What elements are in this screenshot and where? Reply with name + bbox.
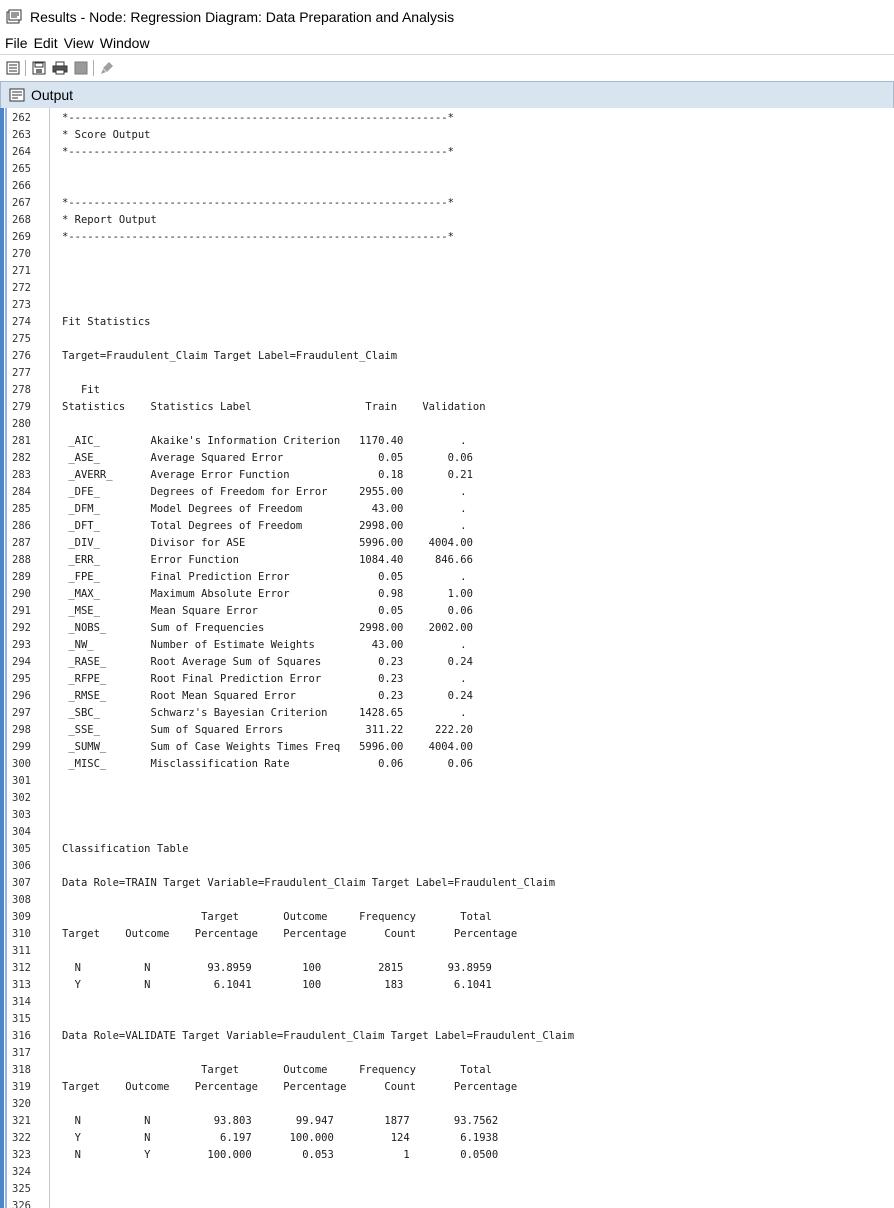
output-line <box>0 1147 894 1164</box>
line-number: 299 <box>12 741 31 753</box>
output-line <box>0 467 894 484</box>
line-number: 302 <box>12 792 31 804</box>
line-number: 279 <box>12 401 31 413</box>
line-number: 292 <box>12 622 31 634</box>
menu-window[interactable]: Window <box>99 35 150 51</box>
output-line <box>0 756 894 773</box>
output-line <box>0 960 894 977</box>
disabled-square-icon <box>73 60 89 76</box>
output-line <box>0 892 894 909</box>
line-text: * Score Output <box>62 129 151 141</box>
line-text: _RMSE_ Root Mean Squared Error 0.23 0.24 <box>62 690 473 702</box>
output-line <box>0 620 894 637</box>
line-text: _NW_ Number of Estimate Weights 43.00 . <box>62 639 467 651</box>
output-line <box>0 909 894 926</box>
output-line <box>0 450 894 467</box>
line-number: 318 <box>12 1064 31 1076</box>
panel-title: Output <box>31 87 74 103</box>
line-text: Target Outcome Frequency Total <box>62 911 492 923</box>
line-number: 306 <box>12 860 31 872</box>
output-text-area[interactable] <box>0 108 894 1208</box>
line-number: 324 <box>12 1166 31 1178</box>
menu-bar <box>0 33 894 53</box>
line-number: 322 <box>12 1132 31 1144</box>
line-text: _RFPE_ Root Final Prediction Error 0.23 . <box>62 673 467 685</box>
output-line <box>0 416 894 433</box>
output-line <box>0 127 894 144</box>
disabled-brush-icon <box>99 60 115 76</box>
line-text: _ASE_ Average Squared Error 0.05 0.06 <box>62 452 473 464</box>
line-text: _RASE_ Root Average Sum of Squares 0.23 0.24 <box>62 656 473 668</box>
line-number: 283 <box>12 469 31 481</box>
output-line <box>0 535 894 552</box>
output-line <box>0 841 894 858</box>
output-line <box>0 1079 894 1096</box>
output-line <box>0 688 894 705</box>
line-text: Target=Fraudulent_Claim Target Label=Fraudulent_Claim <box>62 350 398 362</box>
line-number: 280 <box>12 418 31 430</box>
output-line <box>0 314 894 331</box>
line-number: 278 <box>12 384 31 396</box>
line-text: N N 93.803 99.947 1877 93.7562 <box>62 1115 499 1127</box>
output-line <box>0 161 894 178</box>
output-line <box>0 433 894 450</box>
line-text: Classification Table <box>62 843 189 855</box>
menu-file[interactable]: File <box>5 35 28 51</box>
line-number: 325 <box>12 1183 31 1195</box>
line-text: _SUMW_ Sum of Case Weights Times Freq 5996.00 4004.00 <box>62 741 473 753</box>
output-line <box>0 943 894 960</box>
output-line <box>0 552 894 569</box>
output-line <box>0 586 894 603</box>
output-line <box>0 1181 894 1198</box>
output-line <box>0 1045 894 1062</box>
line-number: 276 <box>12 350 31 362</box>
line-number: 291 <box>12 605 31 617</box>
output-line <box>0 331 894 348</box>
line-text: _MAX_ Maximum Absolute Error 0.98 1.00 <box>62 588 473 600</box>
line-number: 282 <box>12 452 31 464</box>
line-number: 305 <box>12 843 31 855</box>
toolbar <box>0 54 894 82</box>
line-number: 266 <box>12 180 31 192</box>
line-number: 269 <box>12 231 31 243</box>
line-text: _ERR_ Error Function 1084.40 846.66 <box>62 554 473 566</box>
line-number: 323 <box>12 1149 31 1161</box>
output-line <box>0 773 894 790</box>
line-text: Data Role=VALIDATE Target Variable=Fraudulent_Claim Target Label=Fraudulent_Claim <box>62 1030 575 1042</box>
output-line <box>0 280 894 297</box>
line-number: 319 <box>12 1081 31 1093</box>
output-line <box>0 569 894 586</box>
line-number: 284 <box>12 486 31 498</box>
toolbar-separator <box>25 60 26 76</box>
output-line <box>0 722 894 739</box>
line-number: 298 <box>12 724 31 736</box>
line-number: 281 <box>12 435 31 447</box>
output-line <box>0 790 894 807</box>
output-line <box>0 926 894 943</box>
line-text: _SSE_ Sum of Squared Errors 311.22 222.20 <box>62 724 473 736</box>
line-number: 290 <box>12 588 31 600</box>
line-number: 314 <box>12 996 31 1008</box>
output-panel-icon <box>9 87 25 103</box>
line-number: 307 <box>12 877 31 889</box>
output-line <box>0 195 894 212</box>
output-line <box>0 297 894 314</box>
line-number: 288 <box>12 554 31 566</box>
line-text: Fit <box>62 384 100 396</box>
output-line <box>0 399 894 416</box>
output-line <box>0 637 894 654</box>
output-line <box>0 994 894 1011</box>
line-text: Y N 6.1041 100 183 6.1041 <box>62 979 492 991</box>
line-number: 293 <box>12 639 31 651</box>
line-number: 304 <box>12 826 31 838</box>
line-number: 289 <box>12 571 31 583</box>
line-text: *------------------------------------------------------------* <box>62 231 454 243</box>
line-number: 267 <box>12 197 31 209</box>
menu-view[interactable]: View <box>63 35 94 51</box>
line-text: Fit Statistics <box>62 316 151 328</box>
line-text: *------------------------------------------------------------* <box>62 197 454 209</box>
line-number: 262 <box>12 112 31 124</box>
line-text: _AVERR_ Average Error Function 0.18 0.21 <box>62 469 473 481</box>
line-number: 294 <box>12 656 31 668</box>
line-text: _FPE_ Final Prediction Error 0.05 . <box>62 571 467 583</box>
output-line <box>0 382 894 399</box>
window-title: Results - Node: Regression Diagram: Data Preparation and Analysis <box>30 8 455 25</box>
print-icon[interactable] <box>52 60 68 76</box>
line-number: 308 <box>12 894 31 906</box>
line-number: 326 <box>12 1200 31 1208</box>
line-text: _DFM_ Model Degrees of Freedom 43.00 . <box>62 503 467 515</box>
output-panel-header <box>0 81 894 109</box>
line-number: 277 <box>12 367 31 379</box>
output-line <box>0 484 894 501</box>
line-text: _DFE_ Degrees of Freedom for Error 2955.00 . <box>62 486 467 498</box>
output-line <box>0 1164 894 1181</box>
line-number: 309 <box>12 911 31 923</box>
output-line <box>0 671 894 688</box>
line-number: 315 <box>12 1013 31 1025</box>
output-line <box>0 1028 894 1045</box>
line-number: 270 <box>12 248 31 260</box>
line-number: 320 <box>12 1098 31 1110</box>
line-number: 297 <box>12 707 31 719</box>
output-line <box>0 977 894 994</box>
output-line <box>0 246 894 263</box>
line-number: 265 <box>12 163 31 175</box>
output-line <box>0 365 894 382</box>
line-text: *------------------------------------------------------------* <box>62 146 454 158</box>
toolbar-separator <box>93 60 94 76</box>
output-line <box>0 1198 894 1208</box>
output-line <box>0 144 894 161</box>
line-text: _DFT_ Total Degrees of Freedom 2998.00 . <box>62 520 467 532</box>
output-line <box>0 1096 894 1113</box>
line-text: Statistics Statistics Label Train Validation <box>62 401 486 413</box>
line-number: 272 <box>12 282 31 294</box>
line-text: * Report Output <box>62 214 157 226</box>
line-text: Y N 6.197 100.000 124 6.1938 <box>62 1132 499 1144</box>
output-line <box>0 807 894 824</box>
line-text: _NOBS_ Sum of Frequencies 2998.00 2002.00 <box>62 622 473 634</box>
output-line <box>0 603 894 620</box>
line-number: 296 <box>12 690 31 702</box>
line-number: 313 <box>12 979 31 991</box>
output-line <box>0 739 894 756</box>
line-number: 273 <box>12 299 31 311</box>
output-line <box>0 518 894 535</box>
output-lines <box>0 110 894 1208</box>
output-line <box>0 229 894 246</box>
line-text: Target Outcome Percentage Percentage Count Percentage <box>62 928 518 940</box>
output-line <box>0 263 894 280</box>
line-text: _SBC_ Schwarz's Bayesian Criterion 1428.65 . <box>62 707 467 719</box>
output-line <box>0 501 894 518</box>
output-line <box>0 858 894 875</box>
output-line <box>0 110 894 127</box>
line-number: 310 <box>12 928 31 940</box>
output-line <box>0 348 894 365</box>
results-window-icon[interactable] <box>6 9 22 25</box>
line-number: 317 <box>12 1047 31 1059</box>
line-text: Target Outcome Frequency Total <box>62 1064 492 1076</box>
line-number: 303 <box>12 809 31 821</box>
output-line <box>0 1011 894 1028</box>
line-text: N Y 100.000 0.053 1 0.0500 <box>62 1149 499 1161</box>
line-text: *------------------------------------------------------------* <box>62 112 454 124</box>
output-line <box>0 1062 894 1079</box>
output-line <box>0 654 894 671</box>
output-line <box>0 178 894 195</box>
line-number: 274 <box>12 316 31 328</box>
output-line <box>0 212 894 229</box>
line-text: _MSE_ Mean Square Error 0.05 0.06 <box>62 605 473 617</box>
line-number: 286 <box>12 520 31 532</box>
output-line <box>0 1130 894 1147</box>
line-text: N N 93.8959 100 2815 93.8959 <box>62 962 492 974</box>
line-number: 268 <box>12 214 31 226</box>
line-text: Data Role=TRAIN Target Variable=Fraudulent_Claim Target Label=Fraudulent_Claim <box>62 877 556 889</box>
line-text: _AIC_ Akaike's Information Criterion 1170.40 . <box>62 435 467 447</box>
title-bar <box>0 0 894 33</box>
line-number: 275 <box>12 333 31 345</box>
line-number: 301 <box>12 775 31 787</box>
line-number: 295 <box>12 673 31 685</box>
menu-edit[interactable]: Edit <box>33 35 58 51</box>
save-icon[interactable] <box>31 60 47 76</box>
line-number: 264 <box>12 146 31 158</box>
line-text: Target Outcome Percentage Percentage Count Percentage <box>62 1081 518 1093</box>
output-line <box>0 824 894 841</box>
line-text: _MISC_ Misclassification Rate 0.06 0.06 <box>62 758 473 770</box>
line-number: 316 <box>12 1030 31 1042</box>
line-number: 321 <box>12 1115 31 1127</box>
line-number: 287 <box>12 537 31 549</box>
output-line <box>0 705 894 722</box>
line-number: 263 <box>12 129 31 141</box>
line-number: 312 <box>12 962 31 974</box>
line-text: _DIV_ Divisor for ASE 5996.00 4004.00 <box>62 537 473 549</box>
line-number: 300 <box>12 758 31 770</box>
properties-icon[interactable] <box>5 60 21 76</box>
output-line <box>0 1113 894 1130</box>
line-number: 285 <box>12 503 31 515</box>
line-number: 271 <box>12 265 31 277</box>
output-line <box>0 875 894 892</box>
line-number: 311 <box>12 945 31 957</box>
